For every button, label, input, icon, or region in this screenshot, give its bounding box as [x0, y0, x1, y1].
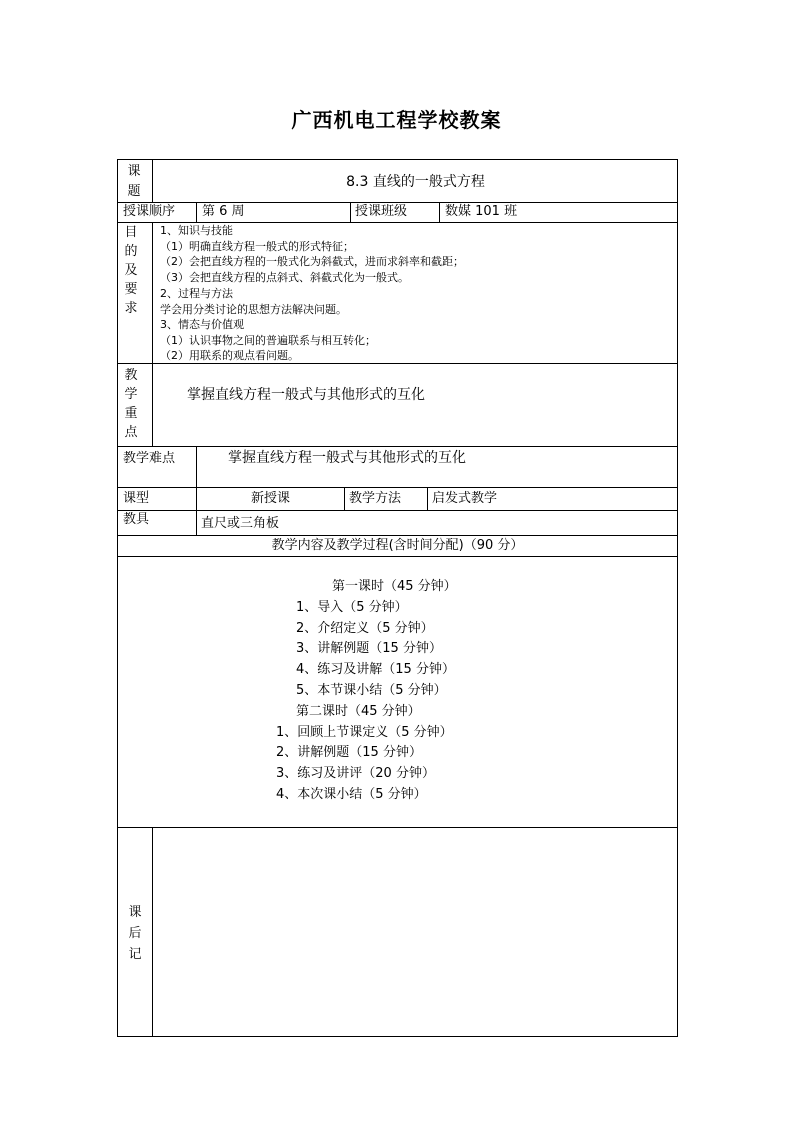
column-divider	[196, 202, 197, 222]
plan-item: 4、练习及讲解（15 分钟）	[296, 662, 455, 678]
column-divider	[344, 487, 345, 510]
plan-item: 第一课时（45 分钟）	[332, 579, 457, 594]
row-divider	[117, 202, 678, 203]
plan-item: 1、导入（5 分钟）	[296, 599, 408, 615]
plan-item: 第二课时（45 分钟）	[296, 703, 421, 719]
row-divider	[117, 510, 678, 511]
objective-line: 2、过程与方法	[160, 287, 233, 300]
document-title: 广西机电工程学校教案	[291, 108, 502, 132]
topic-value: 8.3 直线的一般式方程	[346, 174, 485, 190]
objective-line: 3、情态与价值观	[160, 318, 244, 331]
tools-value: 直尺或三角板	[201, 516, 280, 531]
plan-item: 3、练习及讲评（20 分钟）	[276, 766, 435, 782]
class-label: 授课班级	[355, 204, 408, 219]
plan-item: 4、本次课小结（5 分钟）	[276, 786, 427, 802]
key-point-value: 掌握直线方程一般式与其他形式的互化	[187, 387, 425, 403]
difficulty-value: 掌握直线方程一般式与其他形式的互化	[228, 450, 466, 466]
objective-line: （1）明确直线方程一般式的形式特征；	[160, 240, 354, 253]
afterword-content	[160, 835, 670, 1025]
objective-line: （3）会把直线方程的点斜式、斜截式化为一般式。	[160, 271, 409, 284]
row-divider	[117, 827, 678, 828]
tools-label: 教具	[123, 512, 150, 527]
method-label: 教学方法	[349, 491, 402, 506]
order-label: 授课顺序	[123, 204, 176, 219]
column-divider	[152, 827, 153, 1037]
plan-item: 1、回顾上节课定义（5 分钟）	[276, 724, 453, 740]
row-divider	[117, 535, 678, 536]
column-divider	[427, 487, 428, 510]
process-plan	[0, 577, 793, 806]
course-type-value: 新授课	[250, 491, 290, 506]
column-divider	[152, 222, 153, 446]
row-divider	[117, 487, 678, 488]
objective-line: （2）会把直线方程的一般式化为斜截式，进而求斜率和截距；	[160, 255, 464, 268]
objectives-label: 目的及要求	[124, 225, 138, 316]
plan-item: 3、讲解例题（15 分钟）	[296, 641, 442, 657]
objective-line: 1、知识与技能	[160, 224, 233, 237]
objective-line: （2）用联系的观点看问题。	[160, 349, 299, 362]
plan-item: 2、介绍定义（5 分钟）	[296, 620, 434, 636]
plan-item: 5、本节课小结（5 分钟）	[296, 682, 447, 698]
row-divider	[117, 556, 678, 557]
difficulty-label: 教学难点	[123, 451, 176, 466]
course-type-label: 课型	[123, 491, 150, 506]
key-point-label: 教学重点	[124, 368, 138, 440]
method-value: 启发式教学	[432, 491, 498, 506]
objective-line: 学会用分类讨论的思想方法解决问题。	[160, 303, 347, 316]
column-divider	[350, 202, 351, 222]
class-value: 数媒 101 班	[445, 204, 518, 219]
plan-item: 2、讲解例题（15 分钟）	[276, 745, 422, 761]
topic-label: 课题	[127, 164, 141, 199]
process-header: 教学内容及教学过程(含时间分配)（90 分）	[271, 538, 524, 553]
objective-line: （1）认识事物之间的普遍联系与相互转化；	[160, 334, 376, 347]
column-divider	[439, 202, 440, 222]
row-divider	[117, 446, 678, 447]
order-value: 第 6 周	[202, 204, 245, 219]
column-divider	[196, 446, 197, 487]
column-divider	[196, 510, 197, 535]
afterword-label: 课后记	[128, 905, 142, 962]
